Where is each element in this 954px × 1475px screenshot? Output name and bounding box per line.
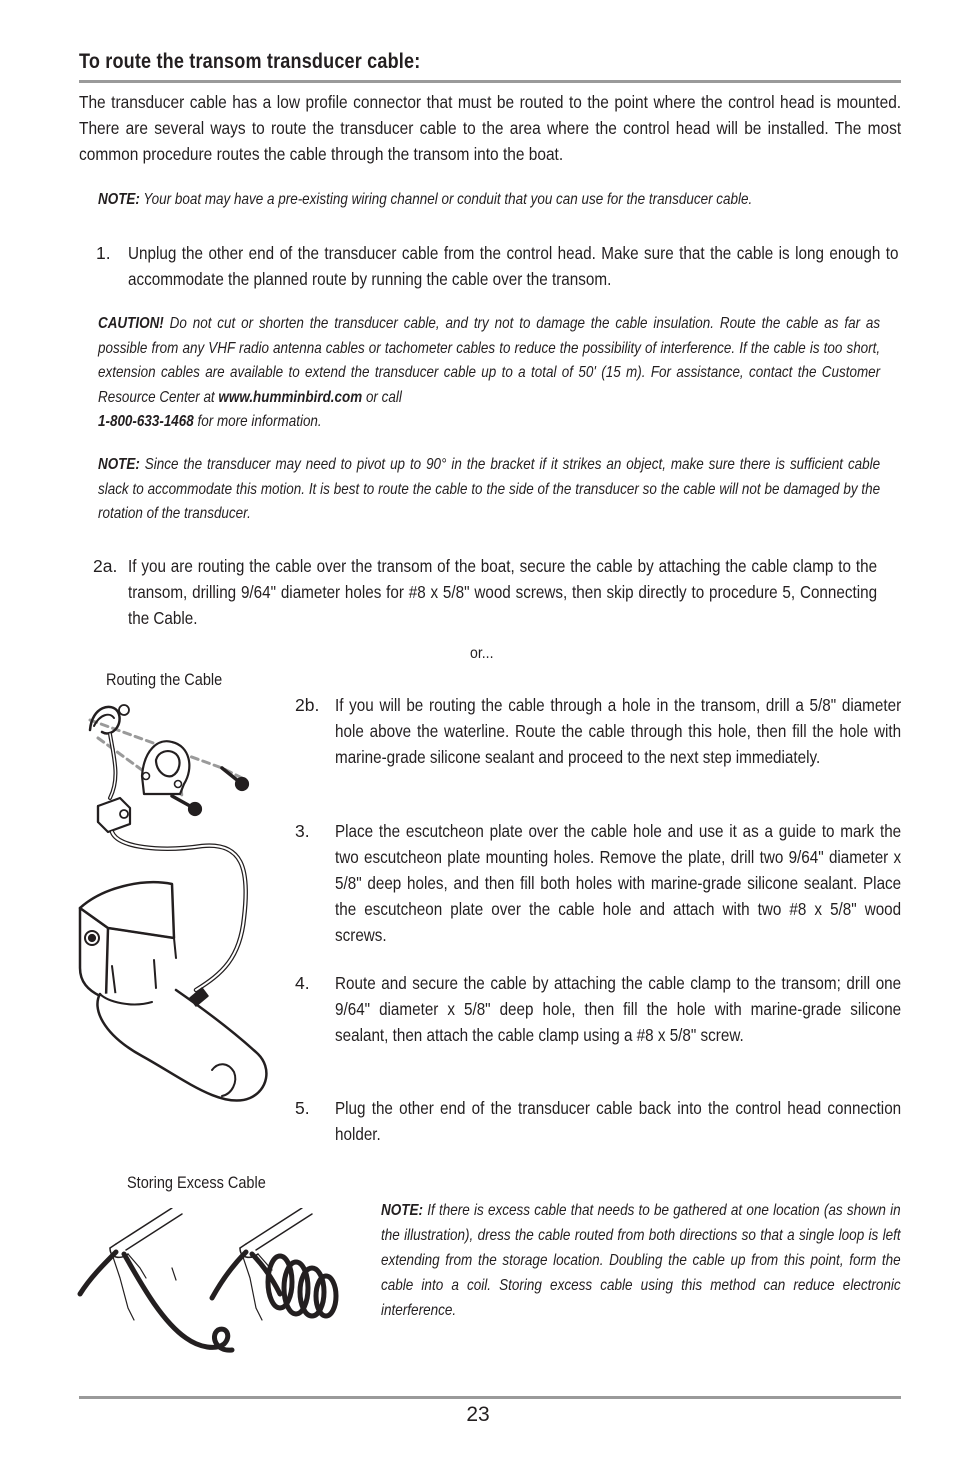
footer-divider — [79, 1396, 901, 1399]
step-text: Unplug the other end of the transducer cable from the control head. Make sure that the cable is long enough to accommodate the planned route by running the cable over the transom. — [128, 243, 899, 289]
routing-cable-illustration — [72, 698, 282, 1130]
note-label: NOTE: — [98, 191, 140, 208]
step-number: 4. — [295, 973, 310, 993]
caution-label: CAUTION! — [98, 315, 164, 332]
caution-text-a: Do not cut or shorten the transducer cable, and try not to damage the cable insulation. Route the cable as far as possible from any VHF radio antenna cables or tachometer cables to reduce the possibility of interference. If the cable is too short, extension cables are available to extend the transducer cable up to a total of 50' (15 m). For assistance, contact the Customer Resource Center at — [98, 315, 881, 406]
note-text: Since the transducer may need to pivot up to 90° in the bracket if it strikes an object, make sure there is sufficient cable slack to accommodate this motion. It is best to route the cable to the side of the transducer so the cable will not be damaged by the rotation of the transducer. — [98, 456, 881, 522]
step-number: 5. — [295, 1098, 310, 1118]
note-pivot — [98, 453, 880, 527]
step-text: If you will be routing the cable through a hole in the transom, drill a 5/8" diameter hole above the waterline. Route the cable through this hole, then fill the hole with marine-grade silicone sealant and proceed to the next step immediately. — [335, 695, 902, 767]
step-number: 2a. — [93, 556, 118, 576]
step-3 — [295, 818, 901, 950]
step-4 — [295, 970, 901, 1076]
step-1 — [96, 240, 901, 295]
page-number: 23 — [466, 1403, 490, 1426]
step-number: 3. — [295, 821, 310, 841]
intro-paragraph — [79, 89, 901, 167]
note-excess-cable — [381, 1198, 901, 1323]
step-number: 1. — [96, 243, 111, 263]
note-text: If there is excess cable that needs to be gathered at one location (as shown in the illustration), dress the cable routed from both directions so that a single loop is left extending from the storage location. Doubling the cable up from this point, form the cable into a coil. Storing excess cable using this method can reduce electronic interference. — [381, 1202, 901, 1319]
step-2b — [295, 692, 901, 798]
note-text: Your boat may have a pre-existing wiring channel or conduit that you can use for the transducer cable. — [139, 191, 753, 208]
caution-text-c: for more information. — [193, 413, 322, 430]
figure-caption-storing: Storing Excess Cable — [127, 1174, 266, 1192]
step-text: Plug the other end of the transducer cable back into the control head connection holder. — [335, 1098, 902, 1144]
note-label: NOTE: — [381, 1202, 424, 1219]
support-phone: 1-800-633-1468 — [98, 413, 194, 430]
step-5 — [295, 1095, 901, 1149]
title-divider — [79, 80, 901, 83]
step-text: If you are routing the cable over the transom of the boat, secure the cable by attaching the cable clamp to the transom, drilling 9/64" diameter holes for #8 x 5/8" wood screws, then skip directly to procedure 5, Connecting the Cable. — [128, 556, 878, 628]
caution-text-b: or call — [362, 388, 402, 406]
step-text: Place the escutcheon plate over the cable hole and use it as a guide to mark the two escutcheon plate mounting holes. Remove the plate, drill two 9/64" diameter x 5/8" deep holes, and then fill both holes with marine-grade silicone sealant. Place the escutcheon plate over the cable hole and attach with two #8 x 5/8" wood screws. — [335, 821, 902, 945]
step-2a — [93, 553, 901, 633]
caution-block — [98, 312, 880, 435]
figure-caption-routing: Routing the Cable — [106, 671, 223, 689]
intro-text: The transducer cable has a low profile connector that must be routed to the point where the control head is mounted. There are several ways to route the transducer cable to the area where the control head will be installed. The most common procedure routes the cable through the transom into the boat. — [79, 92, 902, 164]
page-title: To route the transom transducer cable: — [79, 50, 421, 73]
or-separator: or... — [470, 645, 494, 662]
note-label: NOTE: — [98, 456, 140, 473]
support-url: www.humminbird.com — [218, 388, 363, 406]
note-wiring-channel — [98, 188, 881, 213]
step-text: Route and secure the cable by attaching the cable clamp to the transom; drill one 9/64" diameter x 5/8" deep hole, then fill the hole with marine-grade silicone sealant, then attach the cable clamp using a #8 x 5/8" screw. — [335, 973, 902, 1045]
storing-cable-illustration — [76, 1208, 346, 1358]
step-number: 2b. — [295, 695, 320, 715]
